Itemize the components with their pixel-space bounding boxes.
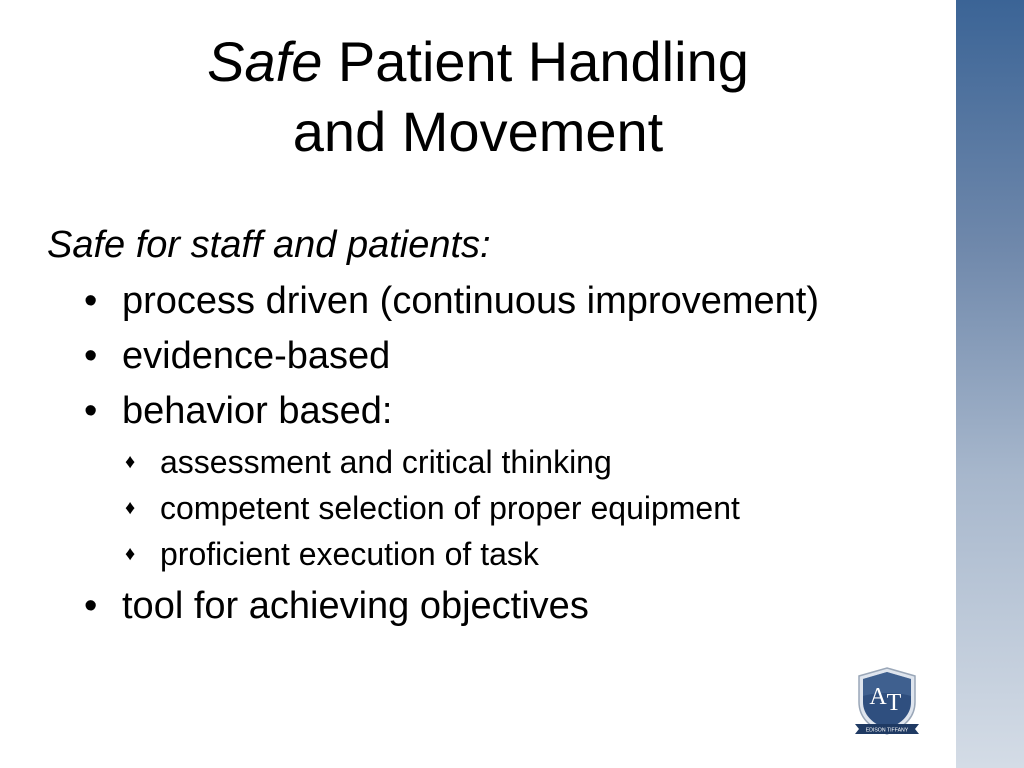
bullet-text: behavior based: [122,390,393,432]
logo-monogram-a: A [869,684,887,710]
sub-bullet-item [122,485,884,531]
bullet-glyph: • [84,335,98,377]
sub-bullet-list [122,439,884,577]
logo-monogram-t: T [886,690,902,716]
bullet-glyph: • [84,280,98,322]
diamond-bullet-icon: ♦ [125,497,136,519]
bullet-item [84,579,884,634]
logo-banner-text: EDISON TIFFANY [865,727,909,734]
slide-title [0,27,956,167]
diamond-bullet-icon: ♦ [125,543,136,565]
sub-bullet-text: assessment and critical thinking [160,444,612,480]
shield-logo-icon [853,666,921,740]
title-line-1-rest: Patient Handling [322,30,749,93]
bullet-text: tool for achieving objectives [122,585,589,627]
intro-text: Safe for staff and patients: [47,224,491,266]
sub-bullet-text: competent selection of proper equipment [160,490,740,526]
bullet-item [84,274,884,329]
decorative-side-bar [956,0,1024,768]
bullet-list [84,274,884,634]
sub-bullet-text: proficient execution of task [160,536,539,572]
sub-bullet-item [122,531,884,577]
title-emphasis: Safe [207,30,323,93]
bullet-glyph: • [84,585,98,627]
bullet-item [84,384,884,577]
bullet-glyph: • [84,390,98,432]
title-line-1 [0,27,956,97]
diamond-bullet-icon: ♦ [125,451,136,473]
bullet-text: process driven (continuous improvement) [122,280,819,322]
bullet-text: evidence-based [122,335,391,377]
title-line-2: and Movement [292,100,664,163]
sub-bullet-item [122,439,884,485]
bullet-item [84,329,884,384]
